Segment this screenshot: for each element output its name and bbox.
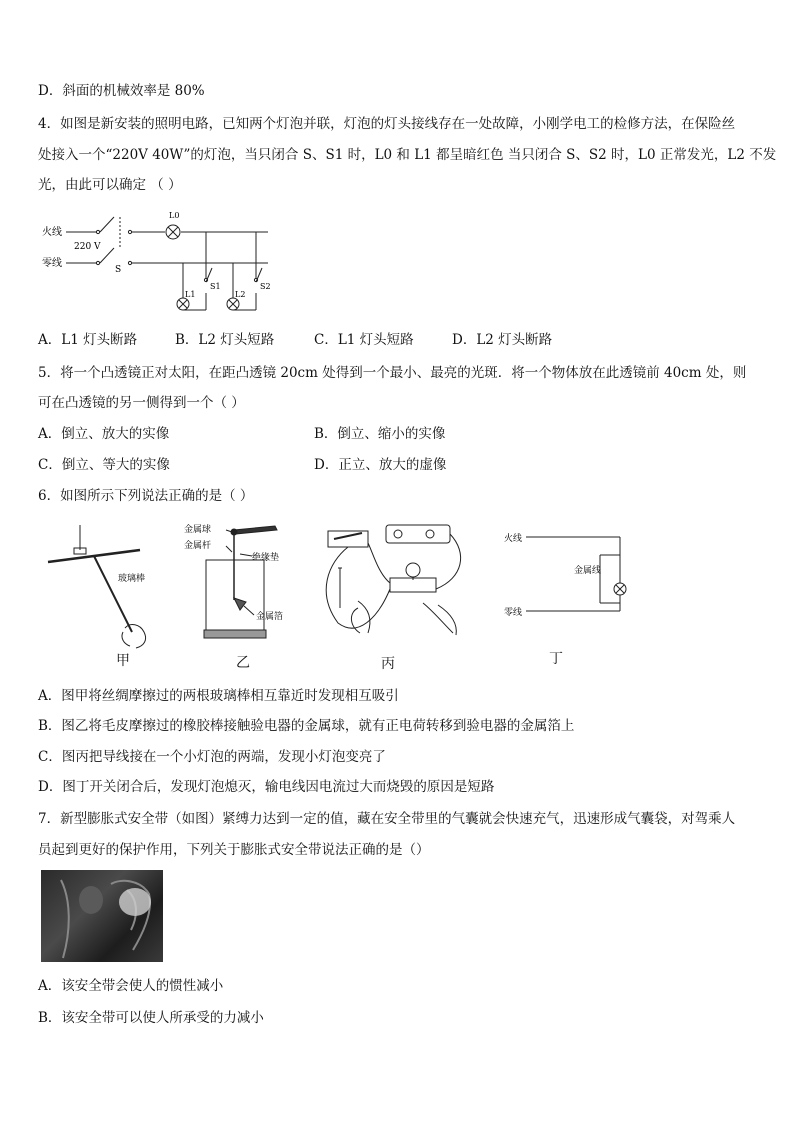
q6-stem-line1: 6．如图所示下列说法正确的是（ ） [38, 488, 254, 504]
caption-yi: 乙 [236, 655, 250, 671]
q6-option-b: B．图乙将毛皮摩擦过的橡胶棒接触验电器的金属球，就有正电荷转移到验电器的金属箔上 [38, 718, 575, 734]
voltage-label: 220 V [74, 242, 101, 252]
lamp-l2-label: L2 [235, 290, 246, 299]
insulator-label: 绝缘垫 [252, 553, 280, 563]
switch-s2-label: S2 [260, 282, 271, 291]
seatbelt-photo [41, 870, 163, 962]
neutral-wire-label-ding: 零线 [504, 608, 523, 618]
figure-bing-circuit-board [318, 523, 468, 648]
q4-circuit-diagram [38, 205, 278, 320]
q4-option-b: B．L2 灯头短路 [175, 332, 275, 348]
q3-option-d: D．斜面的机械效率是 80% [38, 83, 205, 99]
metal-ball-label: 金属球 [184, 525, 212, 535]
q4-option-c: C．L1 灯头短路 [314, 332, 414, 348]
q5-option-a: A．倒立、放大的实像 [38, 426, 170, 442]
figure-jia-glass-rods [40, 520, 160, 650]
q4-option-d: D．L2 灯头断路 [452, 332, 553, 348]
caption-ding: 丁 [549, 651, 563, 667]
q4-stem-line2: 处接入一个“220V 40W”的灯泡，当只闭合 S、S1 时，L0 和 L1 都呈暗红色 当只闭合 S、S2 时，L0 正常发光，L2 不发 [38, 147, 777, 163]
metal-wire-label: 金属线 [574, 566, 602, 576]
q4-stem-line1: 4．如图是新安装的照明电路，已知两个灯泡并联，灯泡的灯头接线存在一处故障，小刚学电工的检修方法，在保险丝 [38, 116, 736, 132]
q7-stem-line1: 7．新型膨胀式安全带（如图）紧缚力达到一定的值，藏在安全带里的气囊就会快速充气，迅速形成气囊袋，对驾乘人 [38, 811, 736, 827]
glass-rod-label: 玻璃棒 [118, 574, 146, 584]
lamp-l0-label: L0 [169, 211, 180, 220]
live-wire-label: 火线 [42, 227, 62, 238]
caption-bing: 丙 [381, 656, 395, 672]
q5-stem-line1: 5．将一个凸透镜正对太阳，在距凸透镜 20cm 处得到一个最小、最亮的光斑．将一个物体放在此透镜前 40cm 处，则 [38, 365, 747, 381]
caption-jia: 甲 [116, 653, 130, 669]
neutral-wire-label: 零线 [42, 258, 62, 269]
main-switch-label: S [115, 265, 122, 275]
q5-option-d: D．正立、放大的虚像 [314, 457, 447, 473]
figure-ding-short-circuit [500, 527, 640, 622]
q6-option-c: C．图丙把导线接在一个小灯泡的两端，发现小灯泡变亮了 [38, 749, 386, 765]
live-wire-label-ding: 火线 [504, 534, 523, 544]
q6-option-a: A．图甲将丝绸摩擦过的两根玻璃棒相互靠近时发现相互吸引 [38, 688, 399, 704]
q5-stem-line2: 可在凸透镜的另一侧得到一个（ ） [38, 395, 245, 411]
q4-stem-line3: 光，由此可以确定 （ ） [38, 177, 182, 193]
q7-option-b: B．该安全带可以使人所承受的力减小 [38, 1010, 264, 1026]
q6-option-d: D．图丁开关闭合后，发现灯泡熄灭，输电线因电流过大而烧毁的原因是短路 [38, 779, 495, 795]
q7-stem-line2: 员起到更好的保护作用，下列关于膨胀式安全带说法正确的是（） [38, 842, 430, 858]
q5-option-b: B．倒立、缩小的实像 [314, 426, 446, 442]
q4-option-a: A．L1 灯头断路 [38, 332, 138, 348]
q7-option-a: A．该安全带会使人的惯性减小 [38, 978, 224, 994]
switch-s1-label: S1 [210, 282, 221, 291]
q5-option-c: C．倒立、等大的实像 [38, 457, 170, 473]
metal-foil-label: 金属箔 [256, 612, 284, 622]
metal-rod-label: 金属杆 [184, 541, 212, 551]
figure-yi-electroscope [180, 522, 290, 644]
lamp-l1-label: L1 [185, 290, 196, 299]
